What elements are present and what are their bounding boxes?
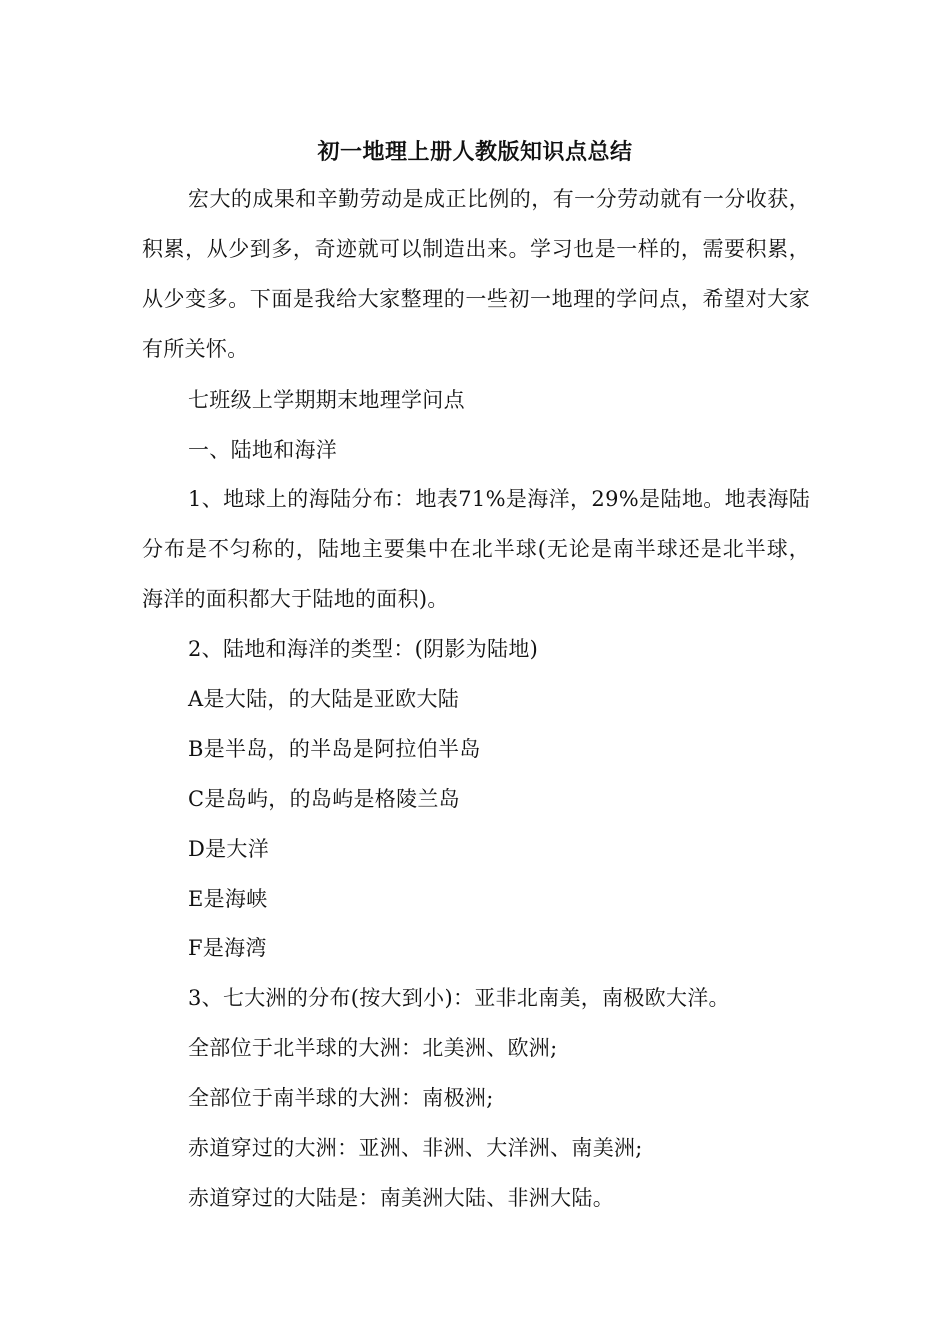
line-northern-continents: 全部位于北半球的大洲：北美洲、欧洲; [188,1036,558,1060]
line-a-continent: A是大陆，的大陆是亚欧大陆 [188,687,460,711]
line-b-peninsula: B是半岛，的半岛是阿拉伯半岛 [188,737,481,761]
line-e-strait: E是海峡 [188,887,268,911]
section-heading: 七班级上学期期末地理学问点 [188,388,465,412]
document-title: 初一地理上册人教版知识点总结 [317,139,633,165]
line-equator-continents: 赤道穿过的大洲：亚洲、非洲、大洋洲、南美洲; [188,1136,643,1160]
intro-paragraph: 宏大的成果和辛勤劳动是成正比例的，有一分劳动就有一分收获，积累，从少到多，奇迹就可以制造出来。学习也是一样的，需要积累，从少变多。下面是我给大家整理的一些初一地理的学问点，希望对大家有所关怀。 [142,187,810,361]
line-southern-continents: 全部位于南半球的大洲：南极洲; [188,1086,494,1110]
chapter-heading: 一、陆地和海洋 [188,438,338,462]
point-2-heading: 2、陆地和海洋的类型：(阴影为陆地) [188,637,539,661]
line-f-bay: F是海湾 [188,936,267,960]
point-3-heading: 3、七大洲的分布(按大到小)：亚非北南美，南极欧大洋。 [188,986,730,1010]
line-d-ocean: D是大洋 [188,837,270,861]
point-1-paragraph: 1、地球上的海陆分布：地表71%是海洋，29%是陆地。地表海陆分布是不匀称的，陆地主要集中在北半球(无论是南半球还是北半球，海洋的面积都大于陆地的面积)。 [142,487,810,611]
line-equator-landmasses: 赤道穿过的大陆是：南美洲大陆、非洲大陆。 [188,1186,614,1210]
line-c-island: C是岛屿，的岛屿是格陵兰岛 [188,787,460,811]
